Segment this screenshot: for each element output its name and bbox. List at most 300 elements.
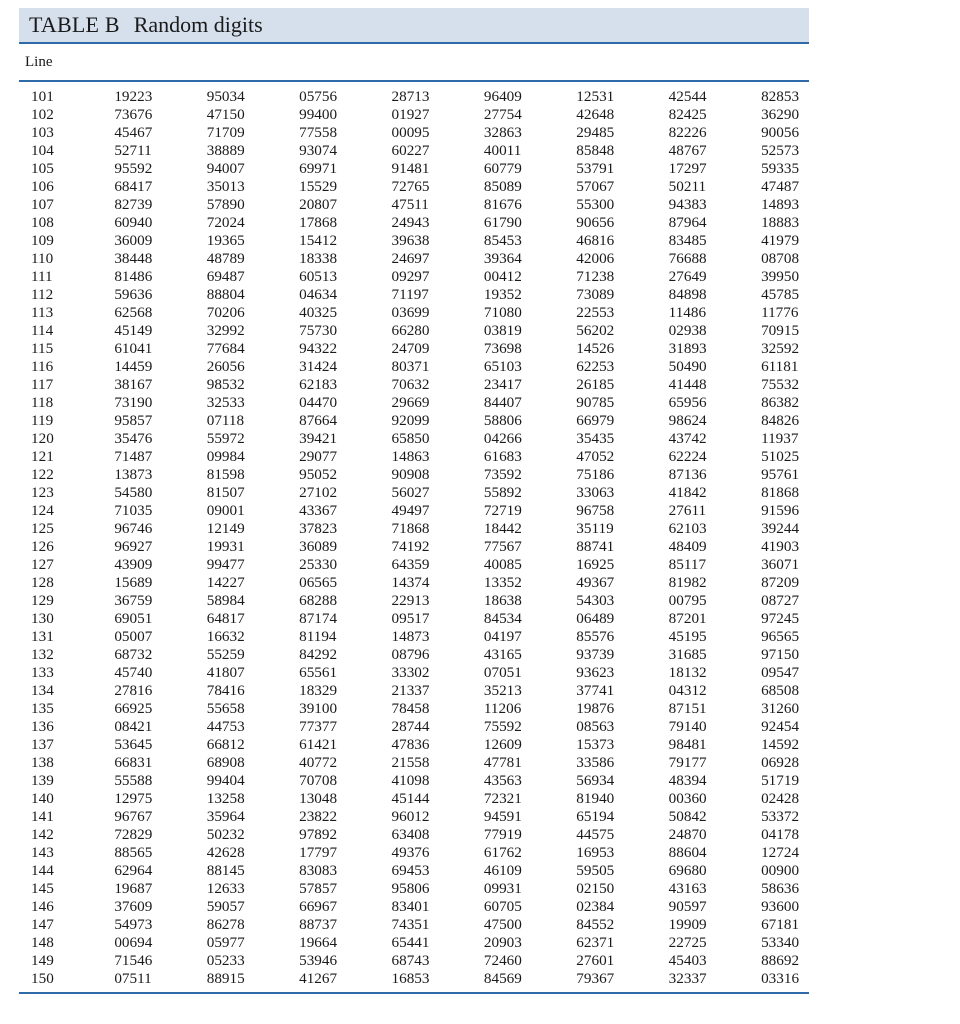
digit-group: 14592 [761, 736, 800, 753]
digit-group: 50211 [668, 178, 707, 195]
line-number: 148 [31, 934, 54, 951]
digit-group: 04266 [483, 430, 522, 447]
digit-group: 43165 [483, 646, 522, 663]
line-number: 105 [31, 160, 54, 177]
digit-group: 55300 [576, 196, 615, 213]
digit-group: 48394 [668, 772, 707, 789]
table-row [19, 322, 809, 340]
digit-group: 21337 [391, 682, 430, 699]
table-row [19, 970, 809, 988]
digit-group: 24709 [391, 340, 430, 357]
line-number: 137 [31, 736, 54, 753]
digit-group: 78416 [206, 682, 245, 699]
digit-group: 47150 [206, 106, 245, 123]
digit-group: 48789 [206, 250, 245, 267]
table-label: TABLE B [29, 12, 120, 37]
table-row [19, 754, 809, 772]
digit-group: 03316 [761, 970, 800, 987]
digit-group: 00694 [114, 934, 153, 951]
digit-group: 35964 [206, 808, 245, 825]
digit-group: 19664 [299, 934, 338, 951]
digit-group: 65103 [483, 358, 522, 375]
line-number: 101 [31, 88, 54, 105]
digit-group: 35213 [483, 682, 522, 699]
digit-group: 56027 [391, 484, 430, 501]
digit-group: 19876 [576, 700, 615, 717]
line-number: 125 [31, 520, 54, 537]
digit-group: 17868 [299, 214, 338, 231]
line-number: 140 [31, 790, 54, 807]
digit-group: 19687 [114, 880, 153, 897]
digit-group: 16632 [206, 628, 245, 645]
digit-group: 15412 [299, 232, 338, 249]
digit-group: 02150 [576, 880, 615, 897]
random-digits-table [19, 8, 809, 994]
digit-group: 38167 [114, 376, 153, 393]
line-number: 106 [31, 178, 54, 195]
table-row [19, 790, 809, 808]
digit-group: 67181 [761, 916, 800, 933]
table-row [19, 646, 809, 664]
digit-group: 09517 [391, 610, 430, 627]
table-row [19, 844, 809, 862]
digit-group: 96409 [483, 88, 522, 105]
digit-group: 72024 [206, 214, 245, 231]
digit-group: 99404 [206, 772, 245, 789]
line-number: 103 [31, 124, 54, 141]
digit-group: 00412 [483, 268, 522, 285]
digit-group: 19352 [483, 286, 522, 303]
digit-group: 75186 [576, 466, 615, 483]
digit-group: 66280 [391, 322, 430, 339]
digit-group: 08796 [391, 646, 430, 663]
table-row [19, 196, 809, 214]
line-number: 145 [31, 880, 54, 897]
line-number: 134 [31, 682, 54, 699]
digit-group: 33302 [391, 664, 430, 681]
digit-group: 47511 [391, 196, 429, 213]
digit-group: 46109 [483, 862, 522, 879]
digit-group: 83485 [668, 232, 707, 249]
digit-group: 41267 [299, 970, 338, 987]
digit-group: 44575 [576, 826, 615, 843]
digit-group: 43742 [668, 430, 707, 447]
digit-group: 24943 [391, 214, 430, 231]
digit-group: 35476 [114, 430, 153, 447]
digit-group: 16853 [391, 970, 430, 987]
digit-group: 00795 [668, 592, 707, 609]
line-number: 149 [31, 952, 54, 969]
digit-group: 47052 [576, 448, 615, 465]
digit-group: 68743 [391, 952, 430, 969]
digit-group: 36290 [761, 106, 800, 123]
digit-group: 74192 [391, 538, 430, 555]
digit-group: 45740 [114, 664, 153, 681]
digit-group: 17297 [668, 160, 707, 177]
line-number: 114 [31, 322, 54, 339]
digit-group: 31893 [668, 340, 707, 357]
digit-group: 72719 [483, 502, 522, 519]
digit-group: 77567 [483, 538, 522, 555]
table-row [19, 628, 809, 646]
digit-group: 03699 [391, 304, 430, 321]
digit-group: 17797 [299, 844, 338, 861]
digit-group: 69051 [114, 610, 153, 627]
digit-group: 23822 [299, 808, 338, 825]
digit-group: 36089 [299, 538, 338, 555]
digit-group: 27649 [668, 268, 707, 285]
digit-group: 38448 [114, 250, 153, 267]
line-number: 117 [31, 376, 54, 393]
digit-group: 87136 [668, 466, 707, 483]
digit-group: 12724 [761, 844, 800, 861]
digit-group: 66979 [576, 412, 615, 429]
digit-group: 85576 [576, 628, 615, 645]
digit-group: 06489 [576, 610, 615, 627]
digit-group: 55658 [206, 700, 245, 717]
digit-group: 27102 [299, 484, 338, 501]
digit-group: 80371 [391, 358, 430, 375]
line-number: 146 [31, 898, 54, 915]
digit-group: 84534 [483, 610, 522, 627]
digit-group: 74351 [391, 916, 430, 933]
digit-group: 57857 [299, 880, 338, 897]
table-row [19, 358, 809, 376]
table-row [19, 736, 809, 754]
line-number: 119 [31, 412, 54, 429]
line-number: 138 [31, 754, 54, 771]
digit-group: 84569 [483, 970, 522, 987]
digit-group: 71197 [391, 286, 429, 303]
digit-group: 60705 [483, 898, 522, 915]
digit-group: 14459 [114, 358, 153, 375]
line-number: 150 [31, 970, 54, 987]
digit-group: 88915 [206, 970, 245, 987]
digit-group: 41807 [206, 664, 245, 681]
digit-group: 04197 [483, 628, 522, 645]
line-number: 112 [31, 286, 54, 303]
table-row [19, 592, 809, 610]
digit-group: 71035 [114, 502, 153, 519]
table-row [19, 484, 809, 502]
digit-group: 79140 [668, 718, 707, 735]
digit-group: 92099 [391, 412, 430, 429]
digit-group: 14526 [576, 340, 615, 357]
digit-group: 96746 [114, 520, 153, 537]
digit-group: 92454 [761, 718, 800, 735]
table-row [19, 466, 809, 484]
digit-group: 65956 [668, 394, 707, 411]
digit-group: 71709 [206, 124, 245, 141]
digit-group: 37609 [114, 898, 153, 915]
table-row [19, 916, 809, 934]
digit-group: 12609 [483, 736, 522, 753]
table-row [19, 826, 809, 844]
digit-group: 82425 [668, 106, 707, 123]
digit-group: 70708 [299, 772, 338, 789]
digit-group: 70632 [391, 376, 430, 393]
table-row [19, 232, 809, 250]
digit-group: 36071 [761, 556, 800, 573]
digit-group: 32992 [206, 322, 245, 339]
digit-group: 06565 [299, 574, 338, 591]
digit-group: 73698 [483, 340, 522, 357]
digit-group: 59505 [576, 862, 615, 879]
digit-group: 16925 [576, 556, 615, 573]
line-number: 111 [31, 268, 53, 285]
digit-group: 73190 [114, 394, 153, 411]
line-number: 139 [31, 772, 54, 789]
digit-group: 45403 [668, 952, 707, 969]
line-number: 143 [31, 844, 54, 861]
digit-group: 62568 [114, 304, 153, 321]
digit-group: 01927 [391, 106, 430, 123]
digit-group: 02428 [761, 790, 800, 807]
table-row [19, 412, 809, 430]
digit-group: 76688 [668, 250, 707, 267]
digit-group: 88804 [206, 286, 245, 303]
digit-group: 18329 [299, 682, 338, 699]
line-number: 110 [31, 250, 54, 267]
line-number: 115 [31, 340, 54, 357]
digit-group: 95052 [299, 466, 338, 483]
digit-group: 29077 [299, 448, 338, 465]
digit-group: 28713 [391, 88, 430, 105]
table-row [19, 268, 809, 286]
digit-group: 43367 [299, 502, 338, 519]
digit-group: 27601 [576, 952, 615, 969]
digit-group: 04312 [668, 682, 707, 699]
digit-group: 37741 [576, 682, 615, 699]
digit-group: 97150 [761, 646, 800, 663]
digit-group: 81486 [114, 268, 153, 285]
digit-group: 79177 [668, 754, 707, 771]
table-row [19, 394, 809, 412]
digit-group: 98532 [206, 376, 245, 393]
table-row [19, 430, 809, 448]
digit-group: 41098 [391, 772, 430, 789]
digit-group: 35013 [206, 178, 245, 195]
digit-group: 54580 [114, 484, 153, 501]
table-row [19, 520, 809, 538]
digit-group: 51719 [761, 772, 800, 789]
digit-group: 59057 [206, 898, 245, 915]
digit-group: 65561 [299, 664, 338, 681]
digit-group: 82226 [668, 124, 707, 141]
digit-group: 35119 [576, 520, 614, 537]
digit-group: 42628 [206, 844, 245, 861]
line-number: 126 [31, 538, 54, 555]
line-number: 124 [31, 502, 54, 519]
digit-group: 45467 [114, 124, 153, 141]
digit-group: 91481 [391, 160, 430, 177]
digit-group: 47500 [483, 916, 522, 933]
digit-group: 27611 [668, 502, 707, 519]
digit-group: 49367 [576, 574, 615, 591]
digit-group: 84898 [668, 286, 707, 303]
digit-group: 05233 [206, 952, 245, 969]
digit-group: 69971 [299, 160, 338, 177]
line-number: 135 [31, 700, 54, 717]
digit-group: 18442 [483, 520, 522, 537]
digit-group: 45149 [114, 322, 153, 339]
digit-group: 71868 [391, 520, 430, 537]
table-row [19, 250, 809, 268]
footer-rule [19, 992, 809, 994]
digit-group: 55259 [206, 646, 245, 663]
digit-group: 00095 [391, 124, 430, 141]
digit-group: 33063 [576, 484, 615, 501]
digit-group: 96767 [114, 808, 153, 825]
digit-group: 78458 [391, 700, 430, 717]
digit-group: 70206 [206, 304, 245, 321]
digit-group: 14227 [206, 574, 245, 591]
digit-group: 12531 [576, 88, 615, 105]
digit-group: 84407 [483, 394, 522, 411]
digit-group: 81194 [299, 628, 337, 645]
digit-group: 93600 [761, 898, 800, 915]
digit-group: 31424 [299, 358, 338, 375]
digit-group: 09547 [761, 664, 800, 681]
table-row [19, 880, 809, 898]
digit-group: 68417 [114, 178, 153, 195]
digit-group: 07118 [206, 412, 245, 429]
line-number: 141 [31, 808, 54, 825]
digit-group: 22553 [576, 304, 615, 321]
digit-group: 62183 [299, 376, 338, 393]
digit-group: 39950 [761, 268, 800, 285]
digit-group: 84292 [299, 646, 338, 663]
digit-group: 00900 [761, 862, 800, 879]
digit-group: 22725 [668, 934, 707, 951]
digit-group: 49497 [391, 502, 430, 519]
digit-group: 75592 [483, 718, 522, 735]
digit-group: 41979 [761, 232, 800, 249]
digit-group: 56202 [576, 322, 615, 339]
table-row [19, 718, 809, 736]
digit-group: 66967 [299, 898, 338, 915]
digit-group: 73089 [576, 286, 615, 303]
digit-group: 52711 [114, 142, 152, 159]
digit-group: 81982 [668, 574, 707, 591]
table-row [19, 88, 809, 106]
digit-group: 98624 [668, 412, 707, 429]
digit-group: 42544 [668, 88, 707, 105]
digit-group: 77684 [206, 340, 245, 357]
digit-group: 52573 [761, 142, 800, 159]
digit-group: 05756 [299, 88, 338, 105]
digit-group: 19223 [114, 88, 153, 105]
digit-group: 43909 [114, 556, 153, 573]
line-number: 121 [31, 448, 54, 465]
digit-group: 77919 [483, 826, 522, 843]
table-row [19, 808, 809, 826]
digit-group: 19931 [206, 538, 245, 555]
digit-group: 33586 [576, 754, 615, 771]
digit-group: 75532 [761, 376, 800, 393]
digit-group: 62253 [576, 358, 615, 375]
digit-group: 32337 [668, 970, 707, 987]
digit-group: 60940 [114, 214, 153, 231]
digit-group: 55972 [206, 430, 245, 447]
digit-group: 87201 [668, 610, 707, 627]
column-header-line: Line [25, 53, 53, 70]
digit-group: 64359 [391, 556, 430, 573]
line-number: 133 [31, 664, 54, 681]
digit-group: 97892 [299, 826, 338, 843]
digit-group: 07051 [483, 664, 522, 681]
digit-group: 58806 [483, 412, 522, 429]
digit-group: 71238 [576, 268, 615, 285]
table-row [19, 862, 809, 880]
digit-group: 71487 [114, 448, 153, 465]
digit-group: 96565 [761, 628, 800, 645]
line-number: 116 [31, 358, 54, 375]
digit-group: 03819 [483, 322, 522, 339]
digit-group: 20807 [299, 196, 338, 213]
digit-group: 11937 [761, 430, 799, 447]
digit-group: 40011 [483, 142, 522, 159]
table-row [19, 304, 809, 322]
digit-group: 35435 [576, 430, 615, 447]
digit-group: 43163 [668, 880, 707, 897]
line-number: 107 [31, 196, 54, 213]
table-row [19, 538, 809, 556]
digit-group: 68508 [761, 682, 800, 699]
digit-group: 93074 [299, 142, 338, 159]
digit-group: 60227 [391, 142, 430, 159]
line-number: 108 [31, 214, 54, 231]
digit-group: 13048 [299, 790, 338, 807]
line-number: 132 [31, 646, 54, 663]
digit-group: 00360 [668, 790, 707, 807]
table-row [19, 124, 809, 142]
table-row [19, 340, 809, 358]
digit-group: 55892 [483, 484, 522, 501]
digit-group: 63408 [391, 826, 430, 843]
digit-group: 37823 [299, 520, 338, 537]
digit-group: 96927 [114, 538, 153, 555]
digit-group: 12975 [114, 790, 153, 807]
digit-group: 15373 [576, 736, 615, 753]
digit-group: 83401 [391, 898, 430, 915]
table-row [19, 178, 809, 196]
digit-group: 09001 [206, 502, 245, 519]
digit-group: 26056 [206, 358, 245, 375]
digit-group: 73676 [114, 106, 153, 123]
digit-group: 53791 [576, 160, 615, 177]
digit-group: 21558 [391, 754, 430, 771]
digit-group: 42006 [576, 250, 615, 267]
digit-group: 59636 [114, 286, 153, 303]
digit-group: 68908 [206, 754, 245, 771]
table-row [19, 286, 809, 304]
digit-group: 58636 [761, 880, 800, 897]
table-row [19, 502, 809, 520]
digit-group: 90597 [668, 898, 707, 915]
digit-group: 31260 [761, 700, 800, 717]
digit-group: 69680 [668, 862, 707, 879]
digit-group: 64817 [206, 610, 245, 627]
digit-group: 12633 [206, 880, 245, 897]
line-number: 118 [31, 394, 54, 411]
digit-group: 14374 [391, 574, 430, 591]
digit-group: 81676 [483, 196, 522, 213]
digit-group: 14863 [391, 448, 430, 465]
header-rule [19, 80, 809, 82]
digit-group: 77377 [299, 718, 338, 735]
digit-group: 66925 [114, 700, 153, 717]
